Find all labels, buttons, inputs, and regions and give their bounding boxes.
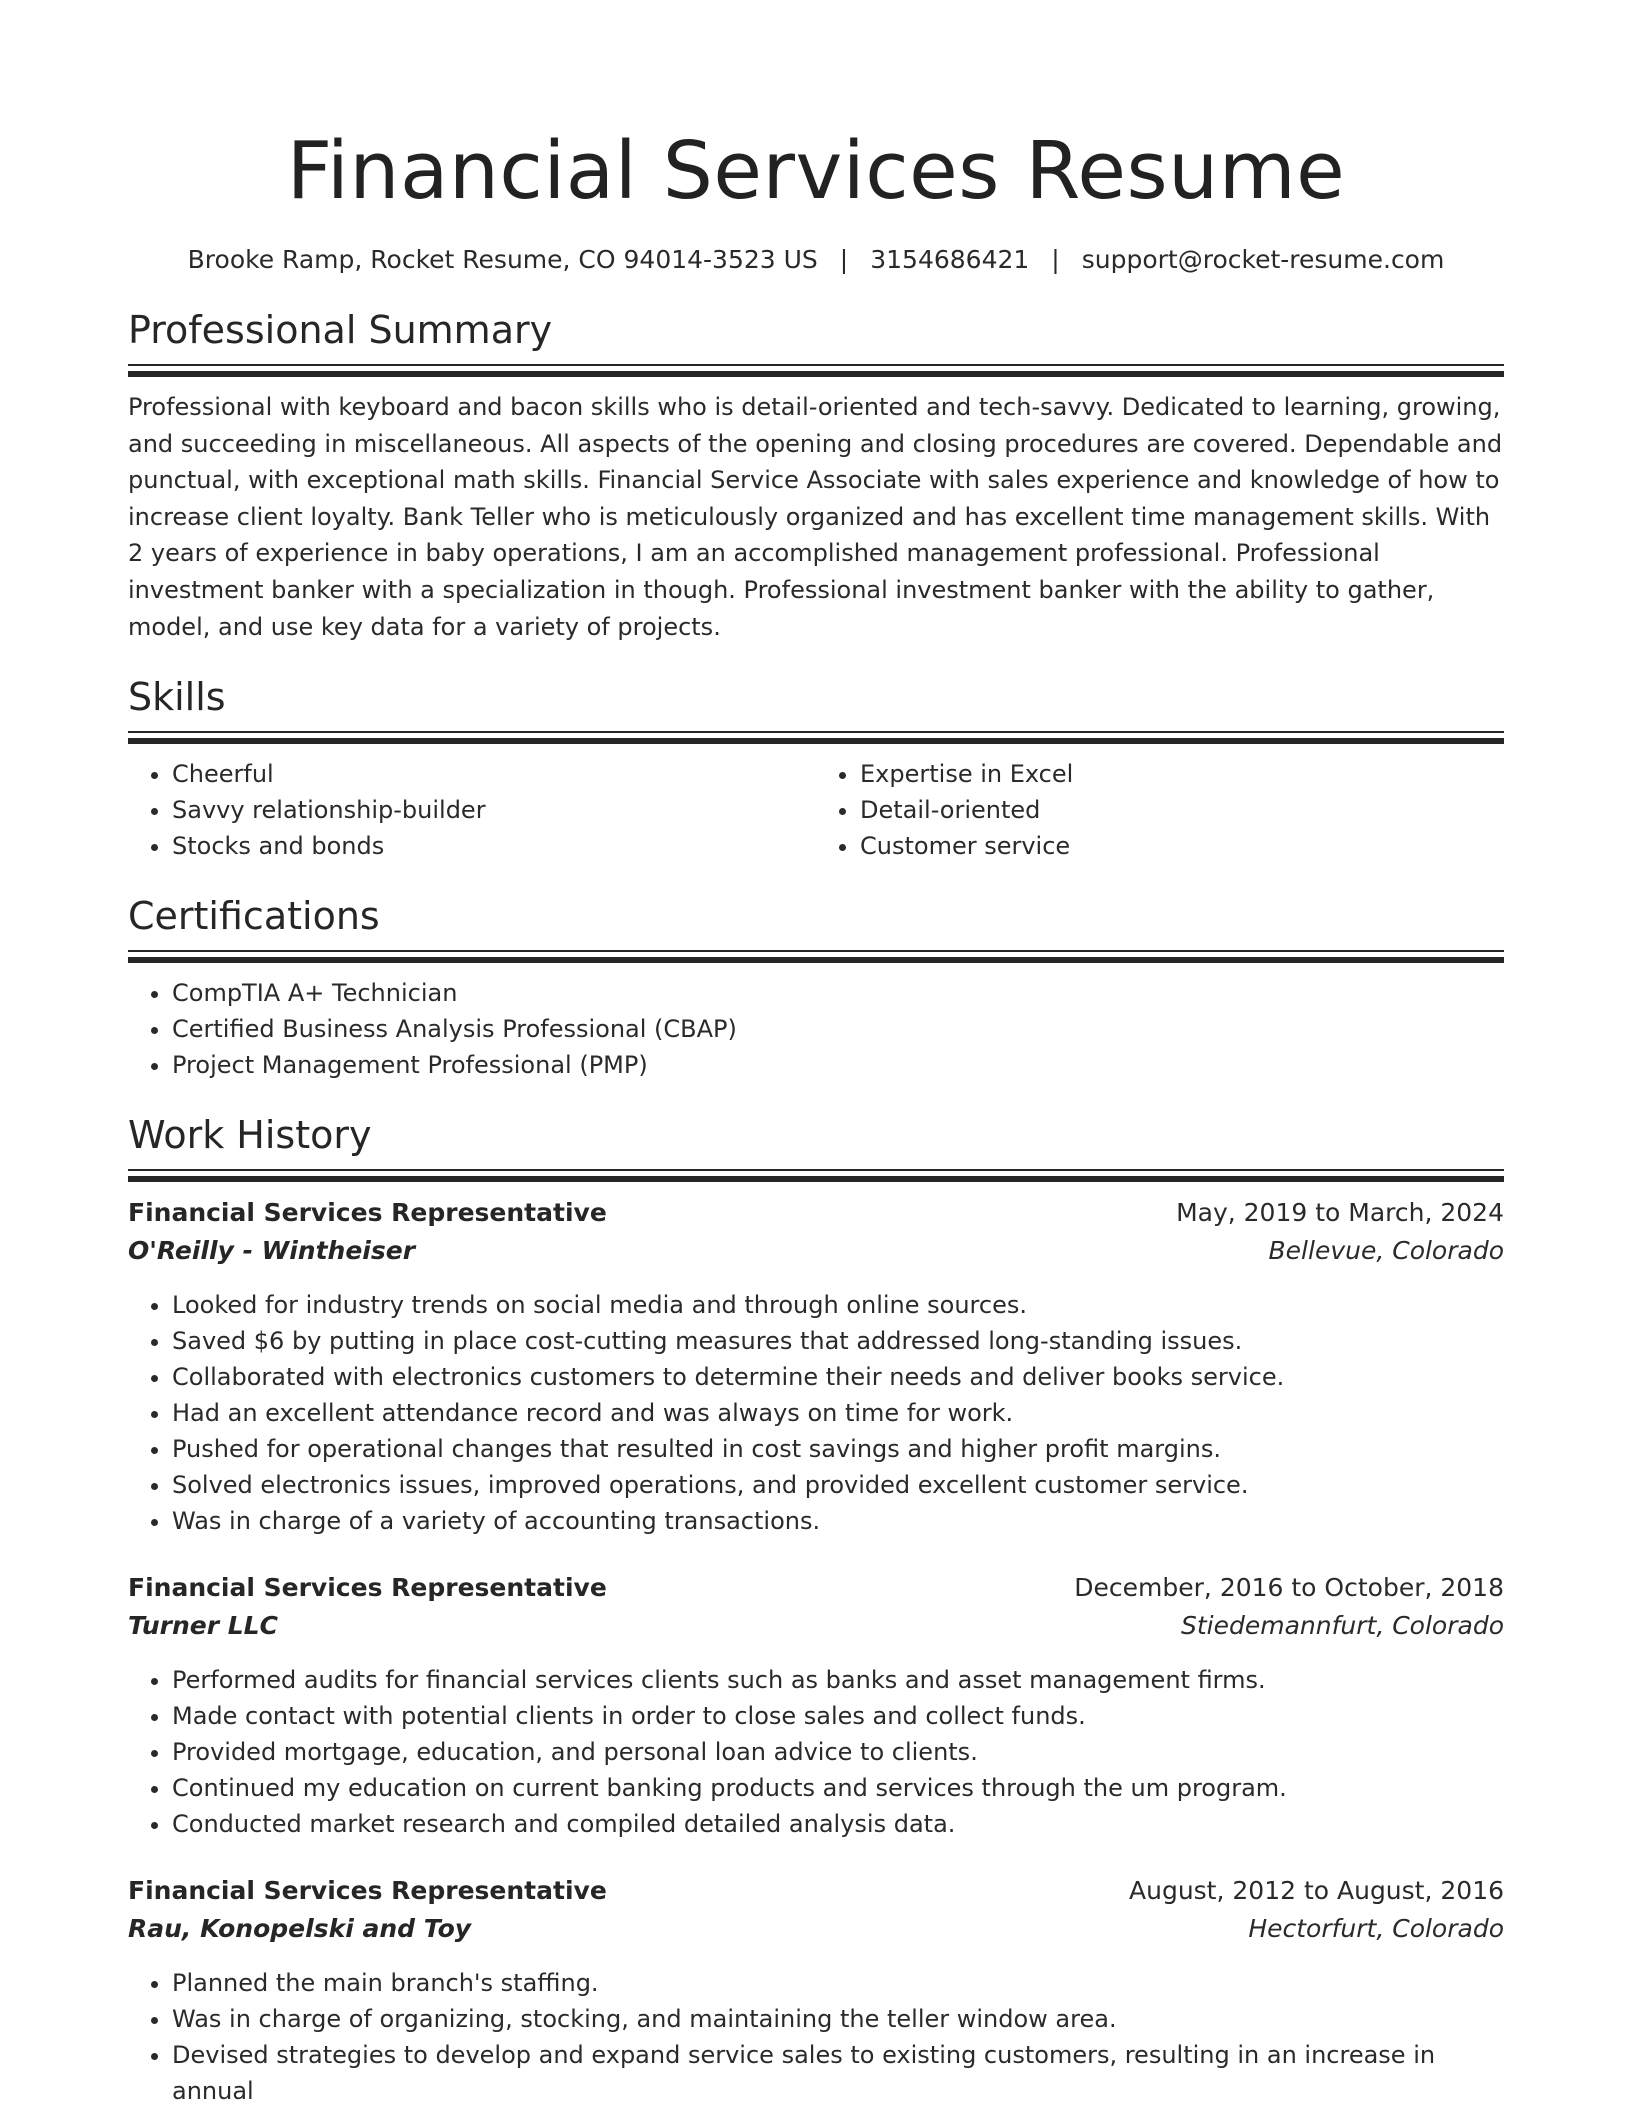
job-header [128,1194,1504,1232]
certification-item: • CompTIA A+ Technician [172,975,1504,1011]
skill-item: • Expertise in Excel [860,756,1504,792]
job-duty: • Continued my education on current banking products and services through the um program. [172,1770,1504,1806]
job-duty: • Solved electronics issues, improved operations, and provided excellent customer service. [172,1467,1504,1503]
job-location: Hectorfurt, Colorado [1248,1914,1504,1944]
job-company: Turner LLC [128,1611,278,1641]
skill-item: • Customer service [860,828,1504,864]
skill-item: • Stocks and bonds [172,828,816,864]
job-title: Financial Services Representative [128,1198,607,1228]
job-location: Stiedemannfurt, Colorado [1181,1611,1504,1641]
job-entry [128,1872,1504,2109]
section-heading-certifications: Certifications [128,894,380,939]
job-location: Bellevue, Colorado [1268,1236,1504,1266]
certifications-list [128,975,1504,1083]
job-duty: • Collaborated with electronics customers to determine their needs and deliver books service. [172,1359,1504,1395]
job-duty: • Made contact with potential clients in order to close sales and collect funds. [172,1698,1504,1734]
skills-section [128,673,1504,864]
job-duties-list [128,1965,1504,2109]
job-header [128,1872,1504,1910]
summary-section [128,306,1504,645]
section-divider [128,364,1504,377]
job-subheader [128,1232,1504,1270]
job-subheader [128,1910,1504,1948]
job-dates: December, 2016 to October, 2018 [1074,1573,1504,1603]
certification-item: • Project Management Professional (PMP) [172,1047,1504,1083]
skill-item: • Detail-oriented [860,792,1504,828]
job-company: O'Reilly - Wintheiser [128,1236,416,1266]
skill-item: • Savvy relationship-builder [172,792,816,828]
skills-column-left [128,756,816,864]
job-duty: • Conducted market research and compiled detailed analysis data. [172,1806,1504,1842]
job-duties-list [128,1662,1504,1842]
job-duty: • Had an excellent attendance record and was always on time for work. [172,1395,1504,1431]
contact-address: Brooke Ramp, Rocket Resume, CO 94014-3523 US [187,245,818,274]
section-heading-skills: Skills [128,675,226,720]
job-company: Rau, Konopelski and Toy [128,1914,472,1944]
work-history-section [128,1111,1504,2109]
job-title: Financial Services Representative [128,1573,607,1603]
job-entry [128,1194,1504,1539]
job-duty: • Performed audits for financial services clients such as banks and asset management firms. [172,1662,1504,1698]
summary-text: Professional with keyboard and bacon skills who is detail-oriented and tech-savvy. Dedicated to learning, growing, and succeeding in miscellaneous. All aspects of the opening and closing procedures are covered. Dependable and punctual, with exceptional math skills. Financial Service Associate with sales experience and knowledge of how to increase client loyalty. Bank Teller who is meticulously organized and has excellent time management skills. With 2 years of experience in baby operations, I am an accomplished management professional. Professional investment banker with a specialization in though. Professional investment banker with the ability to gather, model, and use key data for a variety of projects. [128,393,1503,641]
resume-title: Financial Services Resume [286,125,1346,217]
section-divider [128,1169,1504,1182]
contact-line [128,243,1504,277]
section-divider [128,950,1504,963]
resume-page [128,0,1504,2109]
job-dates: May, 2019 to March, 2024 [1176,1198,1504,1228]
job-header [128,1569,1504,1607]
contact-separator: | [839,245,849,274]
certification-item: • Certified Business Analysis Professional (CBAP) [172,1011,1504,1047]
contact-separator: | [1051,245,1060,274]
job-duty: • Devised strategies to develop and expand service sales to existing customers, resulting in an increase in annual [172,2037,1504,2109]
certifications-section [128,892,1504,1083]
job-duty: • Was in charge of a variety of accounting transactions. [172,1503,1504,1539]
skills-list [128,756,1504,864]
contact-email: support@rocket-resume.com [1081,245,1445,274]
job-duty: • Pushed for operational changes that resulted in cost savings and higher profit margins. [172,1431,1504,1467]
job-title: Financial Services Representative [128,1876,607,1906]
section-heading-work-history: Work History [128,1113,372,1158]
skills-column-right [816,756,1504,864]
job-dates: August, 2012 to August, 2016 [1129,1876,1504,1906]
skill-item: • Cheerful [172,756,816,792]
job-duty: • Was in charge of organizing, stocking, and maintaining the teller window area. [172,2001,1504,2037]
job-subheader [128,1607,1504,1645]
job-duty: • Looked for industry trends on social media and through online sources. [172,1287,1504,1323]
section-divider [128,731,1504,744]
job-duty: • Saved $6 by putting in place cost-cutting measures that addressed long-standing issues. [172,1323,1504,1359]
section-heading-summary: Professional Summary [128,308,553,352]
job-entry [128,1569,1504,1842]
job-duties-list [128,1287,1504,1539]
job-duty: • Planned the main branch's staffing. [172,1965,1504,2001]
contact-phone: 3154686421 [870,245,1030,274]
job-duty: • Provided mortgage, education, and personal loan advice to clients. [172,1734,1504,1770]
